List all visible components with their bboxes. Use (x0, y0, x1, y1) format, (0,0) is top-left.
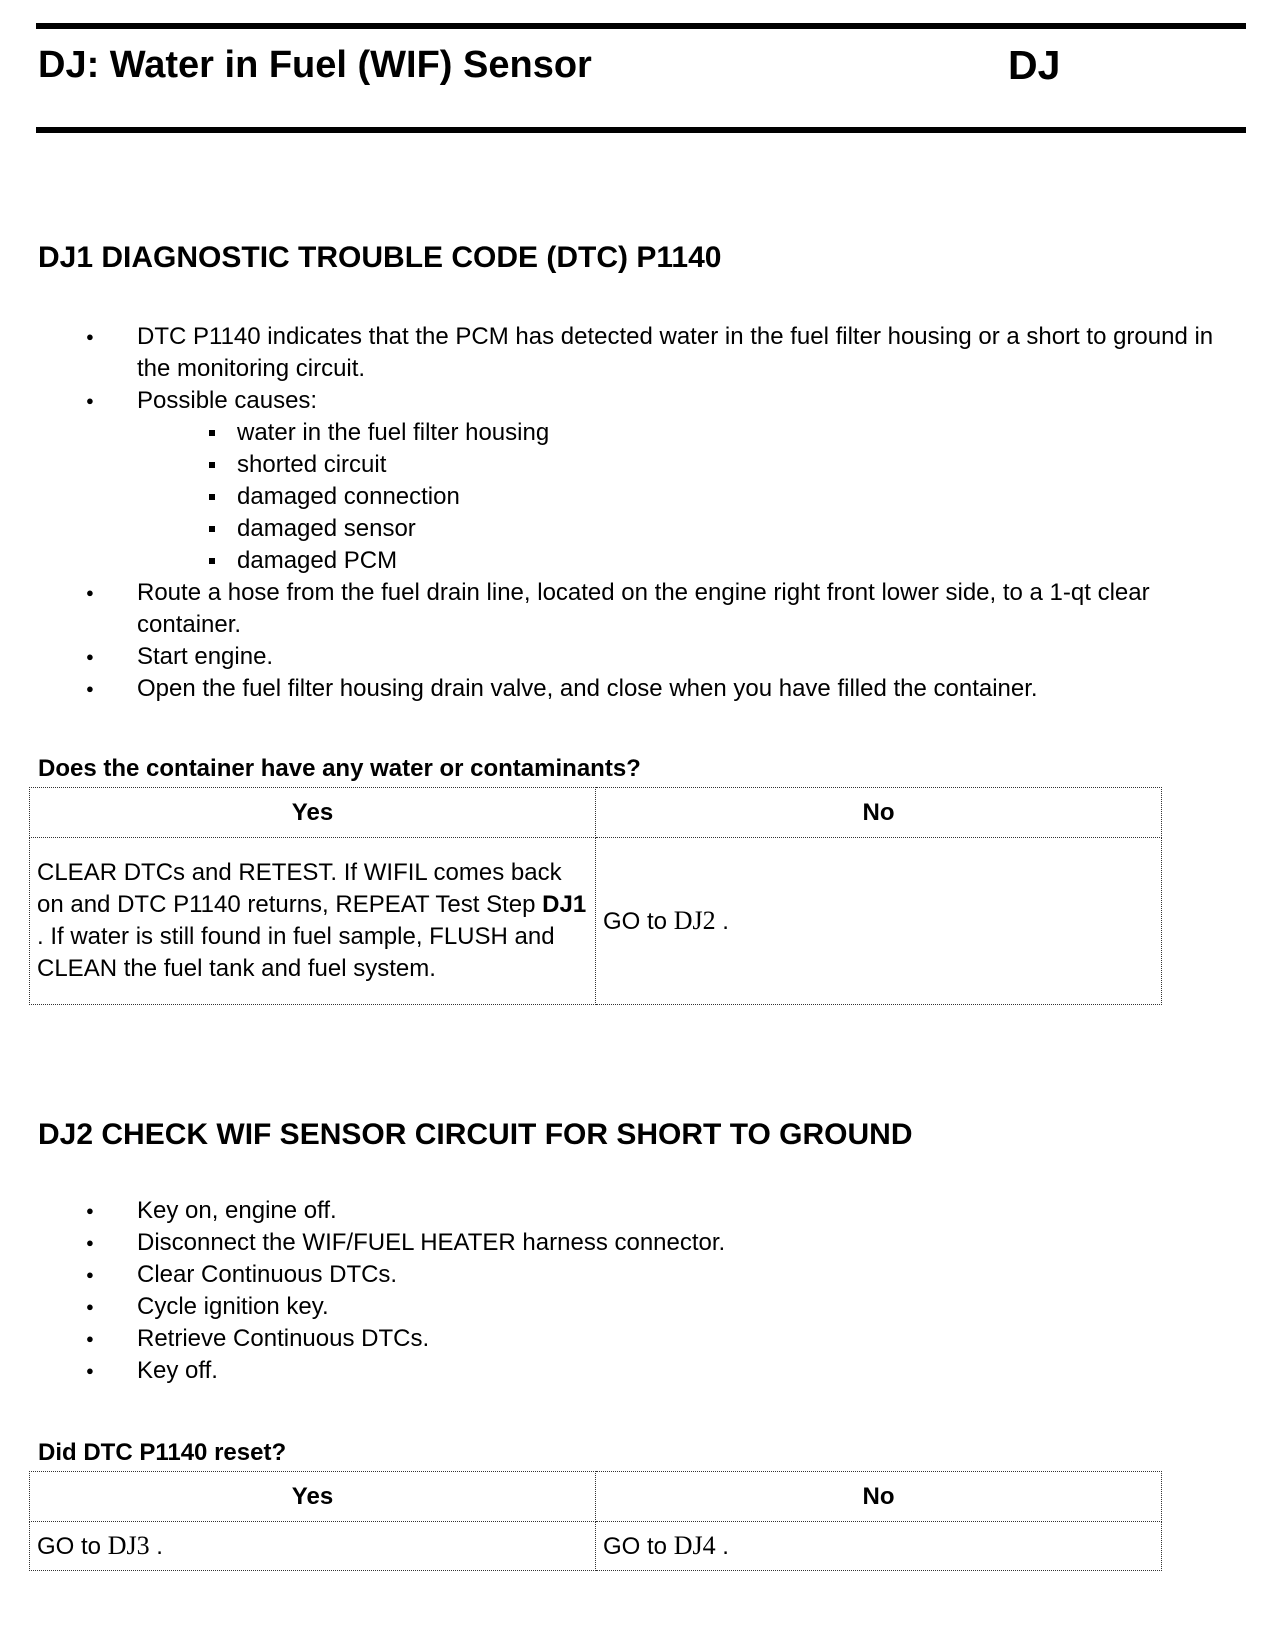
list-item: damaged sensor (137, 513, 1250, 545)
step-reference: DJ1 (542, 891, 587, 918)
dj2-result-table (29, 1471, 1162, 1571)
dj2-heading: DJ2 CHECK WIF SENSOR CIRCUIT FOR SHORT TO GROUND (38, 1118, 913, 1151)
list-item: shorted circuit (137, 449, 1250, 481)
yes-header: Yes (30, 1472, 596, 1522)
list-item: water in the fuel filter housing (137, 417, 1250, 449)
yes-cell (30, 1522, 596, 1571)
period: . (149, 1532, 163, 1560)
list-item: ● Route a hose from the fuel drain line, located on the engine right front lower side, to a 1-qt clear container. (0, 577, 1250, 641)
top-rule (36, 23, 1246, 29)
dj1-result-table (29, 787, 1162, 1005)
go-to-label: GO to (603, 1532, 674, 1560)
no-header: No (596, 1472, 1162, 1522)
bottom-rule (36, 127, 1246, 133)
dj1-question: Does the container have any water or contaminants? (38, 755, 641, 782)
go-to-label: GO to (603, 907, 674, 935)
list-item: damaged PCM (137, 545, 1250, 577)
list-item: ● Clear Continuous DTCs. (0, 1259, 1250, 1291)
possible-causes-label: Possible causes: (137, 387, 318, 414)
dj2-question: Did DTC P1140 reset? (38, 1439, 287, 1466)
list-item: ● Key off. (0, 1355, 1250, 1387)
no-header: No (596, 788, 1162, 838)
dj2-link[interactable]: DJ2 (673, 905, 716, 935)
page-title: DJ: Water in Fuel (WIF) Sensor (38, 44, 592, 86)
no-cell (596, 838, 1162, 1005)
list-item (0, 385, 1250, 577)
yes-cell (30, 838, 596, 1005)
table-row (30, 838, 1162, 1005)
dj2-bullet-list (0, 1195, 1250, 1387)
yes-header: Yes (30, 788, 596, 838)
section-code: DJ (1008, 42, 1061, 88)
table-row (30, 1522, 1162, 1571)
list-item: damaged connection (137, 481, 1250, 513)
causes-list (137, 417, 1250, 577)
dj4-link[interactable]: DJ4 (673, 1530, 716, 1560)
list-item: ● Retrieve Continuous DTCs. (0, 1323, 1250, 1355)
list-item: ● Key on, engine off. (0, 1195, 1250, 1227)
list-item: ● Cycle ignition key. (0, 1291, 1250, 1323)
list-item: ● Open the fuel filter housing drain valve, and close when you have filled the container. (0, 673, 1250, 705)
table-header-row (30, 1472, 1162, 1522)
period: . (715, 907, 729, 935)
list-item: ● Start engine. (0, 641, 1250, 673)
table-header-row (30, 788, 1162, 838)
dj3-link[interactable]: DJ3 (107, 1530, 150, 1560)
list-item: ● DTC P1140 indicates that the PCM has detected water in the fuel filter housing or a short to ground in the monitoring circuit. (0, 321, 1250, 385)
dj1-bullet-list (0, 321, 1250, 705)
list-item: ● Disconnect the WIF/FUEL HEATER harness connector. (0, 1227, 1250, 1259)
yes-text: CLEAR DTCs and RETEST. If WIFIL comes back on and DTC P1140 returns, REPEAT Test Step (37, 859, 562, 918)
no-cell (596, 1522, 1162, 1571)
period: . (715, 1532, 729, 1560)
yes-text-continued: . If water is still found in fuel sample, FLUSH and CLEAN the fuel tank and fuel system. (37, 923, 555, 982)
go-to-label: GO to (37, 1532, 108, 1560)
dj1-heading: DJ1 DIAGNOSTIC TROUBLE CODE (DTC) P1140 (38, 241, 722, 274)
